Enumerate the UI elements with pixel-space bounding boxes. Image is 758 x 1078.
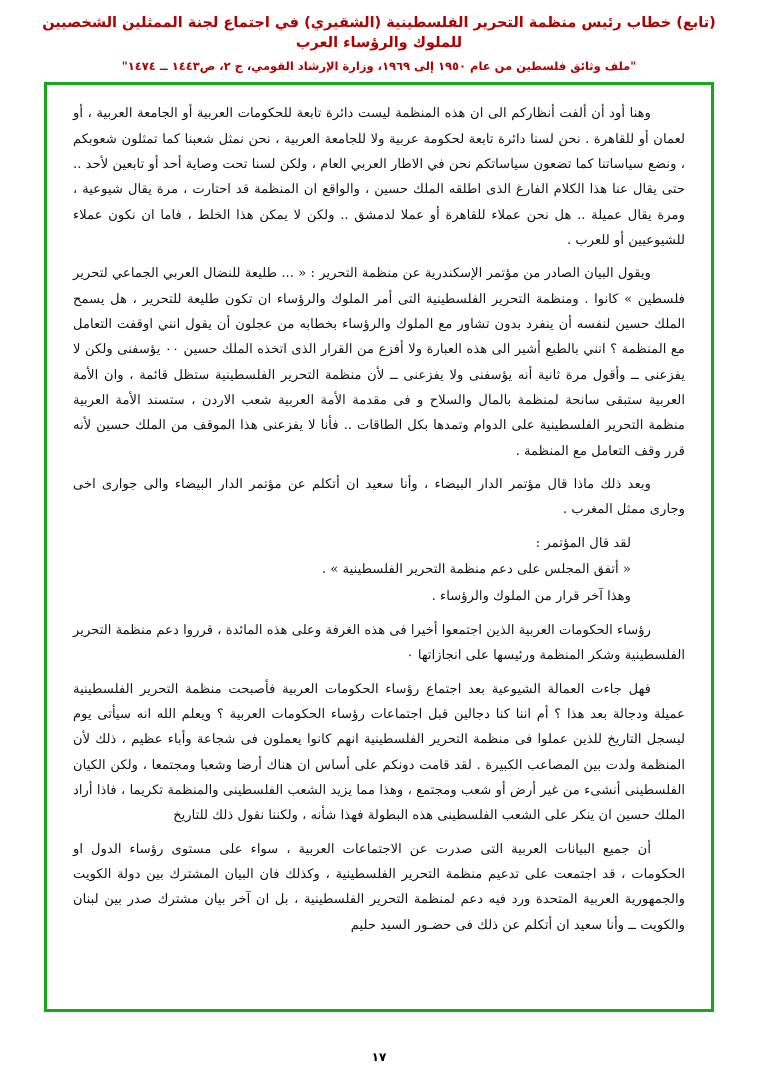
page-number: ١٧ — [371, 1050, 387, 1064]
quote-block — [127, 531, 631, 610]
paragraph: رؤساء الحكومات العربية الذين اجتمعوا أخيرا فى هذه الغرفة وعلى هذه المائدة ، قرروا دعم منظمة التحرير الفلسطينية وشكر المنظمة ورئيسها على انجازاتها ٠ — [73, 622, 685, 664]
paragraph: ويقول البيان الصادر من مؤتمر الإسكندرية عن منظمة التحرير : « ... طليعة للنضال العربي الجماعي لتحرير فلسطين » كانوا . ومنظمة التحرير الفلسطينية التى أمر الملوك والرؤساء ان تكون طليعة للتحرير ، هل يسمح الملك حسين لنفسه أن ينفرد بدون تشاور مع الملوك والرؤساء بخطابه من عجلون أن يقول انني اوقفت التعامل مع المنظمة ؟ انني بالطبع أشير الى هذه العبارة ولا أفزع من القرار الذى اتخذه الملك حسين ٠٠ يؤسفنى ولكن لا يفزعنى ــ وأقول مرة ثانية أنه يؤسفنى ولا يفزعنى ــ لأن منظمة التحرير الفلسطينية ستظل قائمة ، وان الأمة العربية ستبقى سانحة لمنظمة بالمال والسلاح و فى مقدمة الأمة العربية شعب الاردن ، ستسند الأمة العربية منظمة التحرير الفلسطينية على الدوام وتمدها بكل الطاقات .. فأنا لا يفزعنى هذا الموقف من الملك حسين لأنه قرر وقف التعامل مع المنظمة . — [73, 266, 685, 459]
paragraph: أن جميع البيانات العربية التى صدرت عن الاجتماعات العربية ، سواء على مستوى رؤساء الدول او الحكومات ، قد اجتمعت على تدعيم منظمة التحرير الفلسطينية ، وكذلك فان البيان المشترك بين دولة الكويت والجمهورية العربية المتحدة ورد فيه دعم لمنظمة التحرير الفلسطينية ، بل ان آخر بيان مشترك صدر بين لبنان والكويت ــ وأنا سعيد ان أتكلم عن ذلك فى حضـور السيد حليم — [73, 841, 685, 933]
paragraph: وهنا أود أن ألفت أنظاركم الى ان هذه المنظمة ليست دائرة تابعة للحكومات العربية أو الجامعة العربية ، أو لعمان أو للقاهرة . نحن لسنا دائرة تابعة لحكومة عربية ولا للجامعة العربية ، نحن نمثل شعبنا كما تمثلون شعوبكم ، ونضع سياساتنا كما تضعون سياساتكم نحن في الاطار العربي العام ، ولكن لسنا تحت وصاية أحد أو تابعين لأحد .. حتى يقال عنا هذا الكلام الفارغ الذى اطلقه الملك حسين ، والواقع ان المنظمة قد احتارت ، مرة يقال شيوعية ، ومرة يقال عميلة .. هل نحن عملاء للقاهرة أو عملا لدمشق .. ولكن لا يمكن هذا الخلط ، فاما ان نكون عملاء للشيوعيين أو للعرب . — [73, 106, 685, 248]
document-body — [73, 101, 685, 523]
source-citation: "ملف وثائق فلسطين من عام ١٩٥٠ إلى ١٩٦٩، وزارة الإرشاد القومي، ج ٢، ص١٤٤٣ ــ ١٤٧٤" — [121, 59, 637, 74]
document-body-continued — [73, 618, 685, 938]
paragraph: وبعد ذلك ماذا قال مؤتمر الدار البيضاء ، وأنا سعيد ان أتكلم عن مؤتمر الدار البيضاء والى جوارى اخى وجارى ممثل المغرب . — [73, 477, 685, 518]
paragraph: فهل جاءت العمالة الشيوعية بعد اجتماع رؤساء الحكومات العربية فأصبحت منظمة التحرير الفلسطينية عميلة ودجالة بعد هذا ؟ أم اننا كنا دجالين قبل اجتماعات رؤساء الحكومات العربية ؟ ويعلم الله انه سيأتى يوم ليسجل التاريخ للذين عملوا فى منظمة التحرير الفلسطينية انهم كانوا يعملون فى شجاعة وأباء عظيم ، ذلك لأن المنظمة ولدت بين المصاعب الكبيرة . لقد قامت دونكم على أساس ان هناك أرضا وشعبا ومجتمعا ، ولكن الكيان الفلسطينى أنشىء من غير أرض أو شعب ومجتمع ، وهذا مما يزيد الشعب الفلسطينى والمنظمة تكريما ، فاذا أراد الملك حسين ان ينكر على الشعب الفلسطينى هذه البطولة فهذا شأنه ، ولكننا نقول ذلك للتاريخ — [73, 681, 685, 824]
page-footer — [0, 1050, 758, 1064]
quote-line: وهذا آخر قرار من الملوك والرؤساء . — [431, 589, 631, 605]
document-header — [26, 14, 732, 74]
page-title: (تابع) خطاب رئيس منظمة التحرير الفلسطينية (الشقيري) في اجتماع لجنة الممثلين الشخصيين للملوك والرؤساء العرب — [42, 15, 716, 51]
quote-intro: لقد قال المؤتمر : — [535, 535, 631, 551]
quote-line: « أتفق المجلس على دعم منظمة التحرير الفلسطينية » . — [321, 562, 631, 578]
content-frame — [44, 82, 714, 1012]
